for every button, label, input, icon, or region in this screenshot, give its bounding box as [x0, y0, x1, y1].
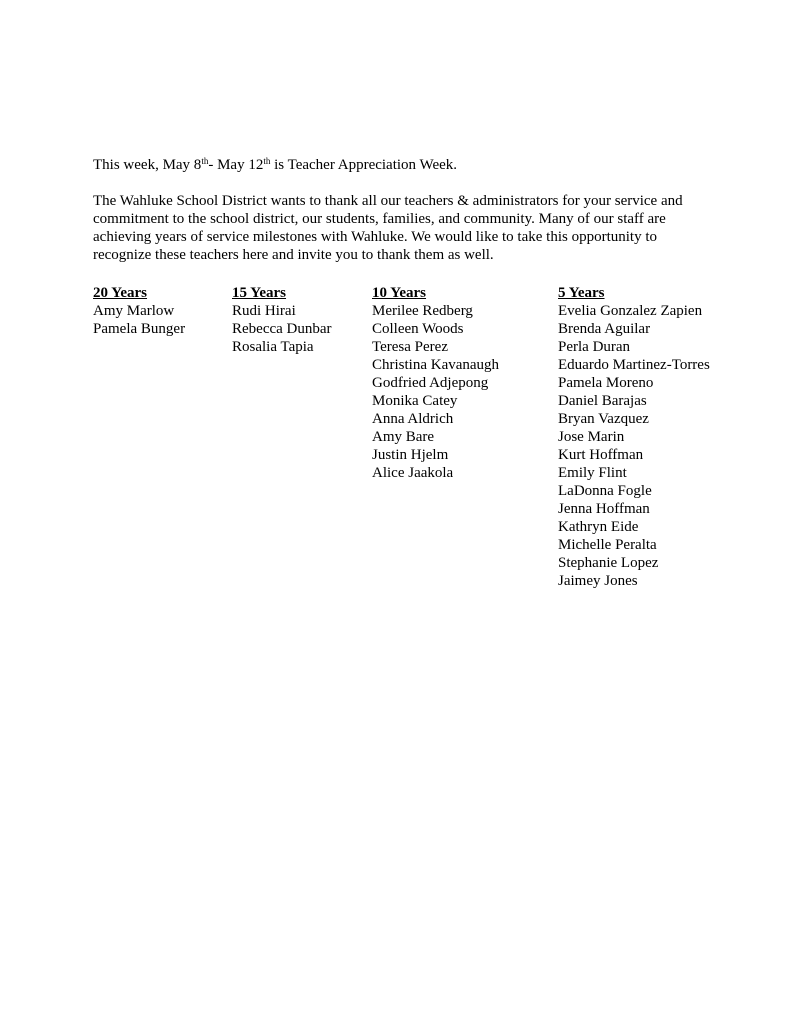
staff-name: Kathryn Eide [558, 519, 639, 535]
staff-name: Alice Jaakola [372, 465, 454, 481]
staff-name: Pamela Moreno [558, 375, 654, 391]
staff-name: Rosalia Tapia [232, 339, 314, 355]
staff-name: Brenda Aguilar [558, 321, 651, 337]
staff-name: Michelle Peralta [558, 537, 657, 553]
intro-sentence [93, 156, 733, 174]
staff-name: Amy Marlow [93, 303, 175, 319]
staff-name: Bryan Vazquez [558, 411, 649, 427]
milestone-heading: 15 Years [232, 285, 287, 301]
staff-name: Perla Duran [558, 339, 631, 355]
milestone-heading: 5 Years [558, 285, 605, 301]
staff-name: Kurt Hoffman [558, 447, 644, 463]
staff-name: LaDonna Fogle [558, 483, 652, 499]
staff-name: Stephanie Lopez [558, 555, 659, 571]
intro-superscript-1: th [201, 156, 209, 166]
staff-name: Anna Aldrich [372, 411, 454, 427]
milestone-column-10-years [372, 284, 499, 482]
staff-name: Rebecca Dunbar [232, 321, 332, 337]
staff-name: Justin Hjelm [372, 447, 449, 463]
intro-superscript-2: th [263, 156, 271, 166]
paragraph-line: The Wahluke School District wants to thank all our teachers & administrators for your service and [93, 193, 683, 209]
staff-name: Emily Flint [558, 465, 627, 481]
staff-name: Colleen Woods [372, 321, 464, 337]
milestone-column-15-years [232, 284, 332, 356]
staff-name: Eduardo Martinez-Torres [558, 357, 710, 373]
paragraph-line: achieving years of service milestones with Wahluke. We would like to take this opportunity to [93, 229, 657, 245]
staff-name: Amy Bare [372, 429, 435, 445]
paragraph-line: recognize these teachers here and invite you to thank them as well. [93, 247, 494, 263]
staff-name: Monika Catey [372, 393, 458, 409]
paragraph-line: commitment to the school district, our students, families, and community. Many of our staff are [93, 211, 666, 227]
staff-name: Pamela Bunger [93, 321, 186, 337]
intro-suffix: is Teacher Appreciation Week. [270, 157, 458, 173]
staff-name: Teresa Perez [372, 339, 448, 355]
staff-name: Christina Kavanaugh [372, 357, 500, 373]
appreciation-paragraph [93, 192, 733, 264]
staff-name: Daniel Barajas [558, 393, 647, 409]
staff-name: Rudi Hirai [232, 303, 296, 319]
staff-name: Jaimey Jones [558, 573, 638, 589]
intro-prefix: This week, May 8 [93, 157, 202, 173]
staff-name: Godfried Adjepong [372, 375, 489, 391]
milestone-heading: 20 Years [93, 285, 148, 301]
milestone-column-5-years [558, 284, 710, 590]
staff-name: Evelia Gonzalez Zapien [558, 303, 703, 319]
milestone-heading: 10 Years [372, 285, 427, 301]
staff-name: Jenna Hoffman [558, 501, 650, 517]
intro-middle: - May 12 [208, 157, 264, 173]
staff-name: Jose Marin [558, 429, 625, 445]
staff-name: Merilee Redberg [372, 303, 473, 319]
milestone-column-20-years [93, 284, 185, 338]
